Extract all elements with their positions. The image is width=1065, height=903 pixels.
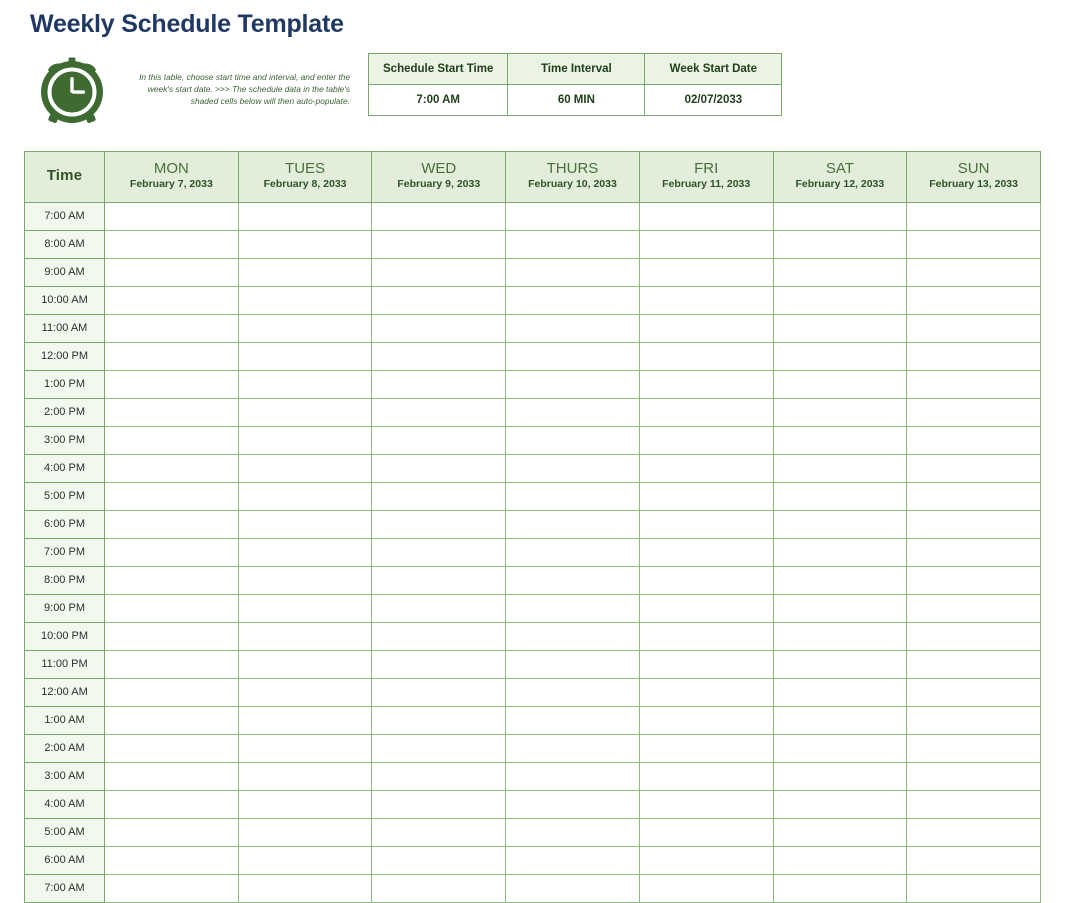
time-label: 5:00 AM: [25, 818, 105, 846]
header-day-date: February 13, 2033: [929, 177, 1018, 190]
header-day-abbr: MON: [153, 159, 189, 177]
schedule-slot[interactable]: [907, 790, 1041, 818]
schedule-slot[interactable]: [639, 510, 773, 538]
schedule-page: [0, 8, 1065, 903]
header-day-date: February 7, 2033: [129, 177, 213, 190]
header-day-abbr: THURS: [546, 159, 599, 177]
schedule-slot[interactable]: [506, 594, 640, 622]
schedule-slot[interactable]: [372, 846, 506, 874]
schedule-slot[interactable]: [907, 482, 1041, 510]
header-day-thurs: [506, 151, 640, 202]
schedule-slot[interactable]: [105, 510, 239, 538]
schedule-row: [25, 594, 1041, 622]
schedule-slot[interactable]: [506, 342, 640, 370]
schedule-slot[interactable]: [639, 454, 773, 482]
header-day-tues: [238, 151, 372, 202]
schedule-slot[interactable]: [105, 286, 239, 314]
header-day-date: February 9, 2033: [397, 177, 481, 190]
schedule-slot[interactable]: [907, 426, 1041, 454]
schedule-slot[interactable]: [773, 622, 907, 650]
schedule-slot[interactable]: [238, 846, 372, 874]
schedule-slot[interactable]: [639, 398, 773, 426]
schedule-slot[interactable]: [639, 650, 773, 678]
schedule-slot[interactable]: [907, 846, 1041, 874]
schedule-row: [25, 342, 1041, 370]
schedule-slot[interactable]: [105, 650, 239, 678]
schedule-row: [25, 706, 1041, 734]
schedule-slot[interactable]: [907, 734, 1041, 762]
schedule-slot[interactable]: [238, 734, 372, 762]
schedule-slot[interactable]: [238, 762, 372, 790]
schedule-slot[interactable]: [372, 566, 506, 594]
schedule-slot[interactable]: [773, 258, 907, 286]
schedule-slot[interactable]: [639, 762, 773, 790]
settings-header-start-time: Schedule Start Time: [369, 53, 508, 84]
time-label: 3:00 PM: [25, 426, 105, 454]
schedule-row: [25, 678, 1041, 706]
schedule-slot[interactable]: [238, 622, 372, 650]
schedule-slot[interactable]: [639, 230, 773, 258]
schedule-slot[interactable]: [506, 426, 640, 454]
schedule-slot[interactable]: [372, 230, 506, 258]
schedule-slot[interactable]: [506, 286, 640, 314]
schedule-slot[interactable]: [773, 734, 907, 762]
schedule-slot[interactable]: [372, 482, 506, 510]
settings-header-row: [369, 53, 782, 84]
schedule-slot[interactable]: [639, 678, 773, 706]
header-day-abbr: FRI: [694, 159, 719, 177]
schedule-slot[interactable]: [105, 538, 239, 566]
schedule-slot[interactable]: [639, 538, 773, 566]
schedule-slot[interactable]: [506, 230, 640, 258]
header-day-date: February 12, 2033: [795, 177, 885, 190]
schedule-slot[interactable]: [238, 230, 372, 258]
schedule-slot[interactable]: [907, 230, 1041, 258]
instructions-text: In this table, choose start time and interval, and enter the week's start date. >>> The schedule data in the table's shaded cells below will then auto-populate.: [139, 71, 350, 106]
schedule-slot[interactable]: [372, 342, 506, 370]
schedule-slot[interactable]: [105, 706, 239, 734]
schedule-slot[interactable]: [907, 566, 1041, 594]
schedule-slot[interactable]: [639, 482, 773, 510]
schedule-slot[interactable]: [372, 650, 506, 678]
schedule-slot[interactable]: [372, 510, 506, 538]
schedule-slot[interactable]: [506, 258, 640, 286]
schedule-slot[interactable]: [639, 846, 773, 874]
schedule-slot[interactable]: [639, 874, 773, 902]
time-label: 7:00 AM: [25, 874, 105, 902]
schedule-slot[interactable]: [238, 566, 372, 594]
header-day-wed: [372, 151, 506, 202]
schedule-row: [25, 286, 1041, 314]
schedule-slot[interactable]: [372, 426, 506, 454]
schedule-slot[interactable]: [639, 426, 773, 454]
schedule-slot[interactable]: [773, 482, 907, 510]
schedule-slot[interactable]: [372, 678, 506, 706]
schedule-row: [25, 426, 1041, 454]
schedule-slot[interactable]: [506, 846, 640, 874]
schedule-slot[interactable]: [773, 566, 907, 594]
time-label: 6:00 AM: [25, 846, 105, 874]
schedule-slot[interactable]: [238, 398, 372, 426]
schedule-slot[interactable]: [372, 258, 506, 286]
schedule-slot[interactable]: [506, 538, 640, 566]
settings-value-week-start[interactable]: 02/07/2033: [645, 84, 782, 115]
schedule-row: [25, 790, 1041, 818]
schedule-slot[interactable]: [105, 314, 239, 342]
schedule-slot[interactable]: [238, 482, 372, 510]
schedule-slot[interactable]: [105, 678, 239, 706]
schedule-slot[interactable]: [773, 230, 907, 258]
schedule-slot[interactable]: [907, 594, 1041, 622]
time-label: 8:00 PM: [25, 566, 105, 594]
schedule-slot[interactable]: [773, 678, 907, 706]
schedule-slot[interactable]: [372, 538, 506, 566]
header-day-sat: [773, 151, 907, 202]
schedule-slot[interactable]: [639, 818, 773, 846]
schedule-slot[interactable]: [105, 370, 239, 398]
schedule-slot[interactable]: [506, 762, 640, 790]
schedule-header-row: [25, 151, 1041, 202]
time-label: 12:00 PM: [25, 342, 105, 370]
schedule-slot[interactable]: [238, 874, 372, 902]
schedule-slot[interactable]: [506, 370, 640, 398]
schedule-slot[interactable]: [773, 202, 907, 230]
time-label: 4:00 PM: [25, 454, 105, 482]
schedule-slot[interactable]: [506, 790, 640, 818]
schedule-slot[interactable]: [773, 398, 907, 426]
time-label: 7:00 PM: [25, 538, 105, 566]
schedule-slot[interactable]: [773, 818, 907, 846]
schedule-slot[interactable]: [639, 314, 773, 342]
schedule-slot[interactable]: [639, 258, 773, 286]
schedule-slot[interactable]: [372, 314, 506, 342]
schedule-row: [25, 510, 1041, 538]
header-day-date: February 11, 2033: [662, 177, 751, 190]
schedule-slot[interactable]: [506, 482, 640, 510]
schedule-slot[interactable]: [506, 818, 640, 846]
schedule-slot[interactable]: [238, 510, 372, 538]
header-day-date: February 8, 2033: [263, 177, 347, 190]
schedule-row: [25, 846, 1041, 874]
schedule-slot[interactable]: [372, 594, 506, 622]
schedule-slot[interactable]: [506, 678, 640, 706]
schedule-slot[interactable]: [105, 258, 239, 286]
settings-value-row: [369, 84, 782, 115]
schedule-slot[interactable]: [238, 314, 372, 342]
schedule-slot[interactable]: [506, 454, 640, 482]
time-label: 10:00 PM: [25, 622, 105, 650]
schedule-slot[interactable]: [506, 398, 640, 426]
schedule-slot[interactable]: [372, 370, 506, 398]
schedule-row: [25, 874, 1041, 902]
header-day-abbr: SUN: [957, 159, 990, 177]
alarm-clock-wrap: [24, 53, 120, 125]
schedule-slot[interactable]: [238, 650, 372, 678]
schedule-row: [25, 650, 1041, 678]
schedule-slot[interactable]: [639, 286, 773, 314]
schedule-slot[interactable]: [506, 650, 640, 678]
schedule-row: [25, 762, 1041, 790]
header-day-abbr: SAT: [825, 159, 854, 177]
schedule-slot[interactable]: [105, 342, 239, 370]
settings-header-week-start: Week Start Date: [645, 53, 782, 84]
time-label: 9:00 AM: [25, 258, 105, 286]
schedule-slot[interactable]: [907, 874, 1041, 902]
time-label: 7:00 AM: [25, 202, 105, 230]
schedule-slot[interactable]: [506, 566, 640, 594]
schedule-slot[interactable]: [907, 342, 1041, 370]
schedule-slot[interactable]: [372, 286, 506, 314]
time-label: 2:00 PM: [25, 398, 105, 426]
schedule-slot[interactable]: [773, 594, 907, 622]
schedule-slot[interactable]: [506, 734, 640, 762]
schedule-slot[interactable]: [238, 258, 372, 286]
schedule-slot[interactable]: [639, 202, 773, 230]
schedule-row: [25, 566, 1041, 594]
alarm-clock-icon: [37, 55, 107, 125]
settings-bar: [24, 53, 1041, 135]
schedule-slot[interactable]: [105, 202, 239, 230]
schedule-slot[interactable]: [506, 706, 640, 734]
schedule-slot[interactable]: [372, 622, 506, 650]
schedule-slot[interactable]: [773, 762, 907, 790]
schedule-slot[interactable]: [773, 846, 907, 874]
schedule-slot[interactable]: [105, 874, 239, 902]
header-day-date: February 10, 2033: [528, 177, 617, 190]
schedule-slot[interactable]: [907, 762, 1041, 790]
schedule-slot[interactable]: [773, 510, 907, 538]
schedule-slot[interactable]: [773, 650, 907, 678]
schedule-slot[interactable]: [372, 762, 506, 790]
schedule-slot[interactable]: [105, 734, 239, 762]
schedule-slot[interactable]: [238, 202, 372, 230]
schedule-slot[interactable]: [773, 426, 907, 454]
schedule-row: [25, 370, 1041, 398]
schedule-slot[interactable]: [773, 706, 907, 734]
schedule-slot[interactable]: [506, 510, 640, 538]
schedule-slot[interactable]: [105, 846, 239, 874]
schedule-slot[interactable]: [907, 622, 1041, 650]
schedule-slot[interactable]: [907, 398, 1041, 426]
header-day-abbr: TUES: [285, 159, 326, 177]
time-label: 9:00 PM: [25, 594, 105, 622]
schedule-slot[interactable]: [372, 202, 506, 230]
schedule-row: [25, 818, 1041, 846]
schedule-row: [25, 202, 1041, 230]
schedule-slot[interactable]: [238, 790, 372, 818]
schedule-slot[interactable]: [907, 650, 1041, 678]
schedule-slot[interactable]: [105, 790, 239, 818]
schedule-slot[interactable]: [105, 398, 239, 426]
header-day-sun: [907, 151, 1041, 202]
schedule-slot[interactable]: [773, 874, 907, 902]
schedule-slot[interactable]: [105, 566, 239, 594]
settings-value-start-time[interactable]: 7:00 AM: [369, 84, 508, 115]
schedule-slot[interactable]: [773, 454, 907, 482]
settings-header-interval: Time Interval: [508, 53, 645, 84]
schedule-slot[interactable]: [372, 874, 506, 902]
schedule-slot[interactable]: [639, 790, 773, 818]
schedule-slot[interactable]: [907, 538, 1041, 566]
schedule-slot[interactable]: [238, 818, 372, 846]
schedule-slot[interactable]: [105, 230, 239, 258]
schedule-slot[interactable]: [105, 454, 239, 482]
time-label: 10:00 AM: [25, 286, 105, 314]
schedule-slot[interactable]: [372, 818, 506, 846]
schedule-slot[interactable]: [773, 790, 907, 818]
time-label: 11:00 PM: [25, 650, 105, 678]
schedule-slot[interactable]: [105, 818, 239, 846]
schedule-slot[interactable]: [238, 426, 372, 454]
schedule-row: [25, 482, 1041, 510]
time-label: 12:00 AM: [25, 678, 105, 706]
time-label: 5:00 PM: [25, 482, 105, 510]
schedule-slot[interactable]: [105, 482, 239, 510]
schedule-slot[interactable]: [639, 566, 773, 594]
time-label: 11:00 AM: [25, 314, 105, 342]
schedule-slot[interactable]: [773, 314, 907, 342]
header-day-abbr: WED: [421, 159, 457, 177]
schedule-row: [25, 538, 1041, 566]
time-label: 2:00 AM: [25, 734, 105, 762]
schedule-slot[interactable]: [372, 734, 506, 762]
schedule-slot[interactable]: [639, 734, 773, 762]
schedule-slot[interactable]: [773, 286, 907, 314]
header-time: Time: [25, 151, 105, 202]
settings-table: [368, 53, 782, 116]
schedule-slot[interactable]: [238, 370, 372, 398]
time-label: 3:00 AM: [25, 762, 105, 790]
schedule-slot[interactable]: [773, 370, 907, 398]
schedule-slot[interactable]: [639, 370, 773, 398]
settings-value-interval[interactable]: 60 MIN: [508, 84, 645, 115]
schedule-row: [25, 398, 1041, 426]
schedule-slot[interactable]: [907, 202, 1041, 230]
schedule-slot[interactable]: [238, 706, 372, 734]
schedule-slot[interactable]: [506, 202, 640, 230]
schedule-slot[interactable]: [907, 818, 1041, 846]
schedule-slot[interactable]: [907, 706, 1041, 734]
time-label: 6:00 PM: [25, 510, 105, 538]
schedule-head: [25, 151, 1041, 202]
schedule-slot[interactable]: [506, 874, 640, 902]
schedule-body: [25, 202, 1041, 902]
schedule-slot[interactable]: [105, 594, 239, 622]
weekly-schedule-table: [24, 151, 1041, 903]
schedule-slot[interactable]: [773, 538, 907, 566]
schedule-slot[interactable]: [238, 538, 372, 566]
header-day-mon: [105, 151, 239, 202]
schedule-row: [25, 622, 1041, 650]
schedule-row: [25, 230, 1041, 258]
time-label: 8:00 AM: [25, 230, 105, 258]
schedule-slot[interactable]: [907, 370, 1041, 398]
schedule-slot[interactable]: [506, 622, 640, 650]
schedule-slot[interactable]: [639, 706, 773, 734]
time-label: 1:00 AM: [25, 706, 105, 734]
schedule-slot[interactable]: [639, 622, 773, 650]
schedule-slot[interactable]: [639, 594, 773, 622]
schedule-slot[interactable]: [238, 594, 372, 622]
schedule-row: [25, 734, 1041, 762]
schedule-slot[interactable]: [238, 454, 372, 482]
schedule-slot[interactable]: [372, 790, 506, 818]
schedule-slot[interactable]: [907, 678, 1041, 706]
header-day-fri: [639, 151, 773, 202]
time-label: 4:00 AM: [25, 790, 105, 818]
schedule-slot[interactable]: [907, 258, 1041, 286]
schedule-slot[interactable]: [773, 342, 907, 370]
schedule-slot[interactable]: [238, 678, 372, 706]
page-title: Weekly Schedule Template: [30, 10, 344, 38]
schedule-slot[interactable]: [372, 398, 506, 426]
schedule-slot[interactable]: [238, 286, 372, 314]
schedule-row: [25, 314, 1041, 342]
schedule-slot[interactable]: [372, 706, 506, 734]
schedule-slot[interactable]: [639, 342, 773, 370]
schedule-slot[interactable]: [907, 454, 1041, 482]
schedule-slot[interactable]: [372, 454, 506, 482]
schedule-row: [25, 258, 1041, 286]
schedule-slot[interactable]: [907, 510, 1041, 538]
schedule-slot[interactable]: [907, 314, 1041, 342]
schedule-slot[interactable]: [105, 622, 239, 650]
schedule-slot[interactable]: [506, 314, 640, 342]
schedule-slot[interactable]: [238, 342, 372, 370]
time-label: 1:00 PM: [25, 370, 105, 398]
schedule-slot[interactable]: [907, 286, 1041, 314]
schedule-slot[interactable]: [105, 762, 239, 790]
schedule-slot[interactable]: [105, 426, 239, 454]
schedule-row: [25, 454, 1041, 482]
